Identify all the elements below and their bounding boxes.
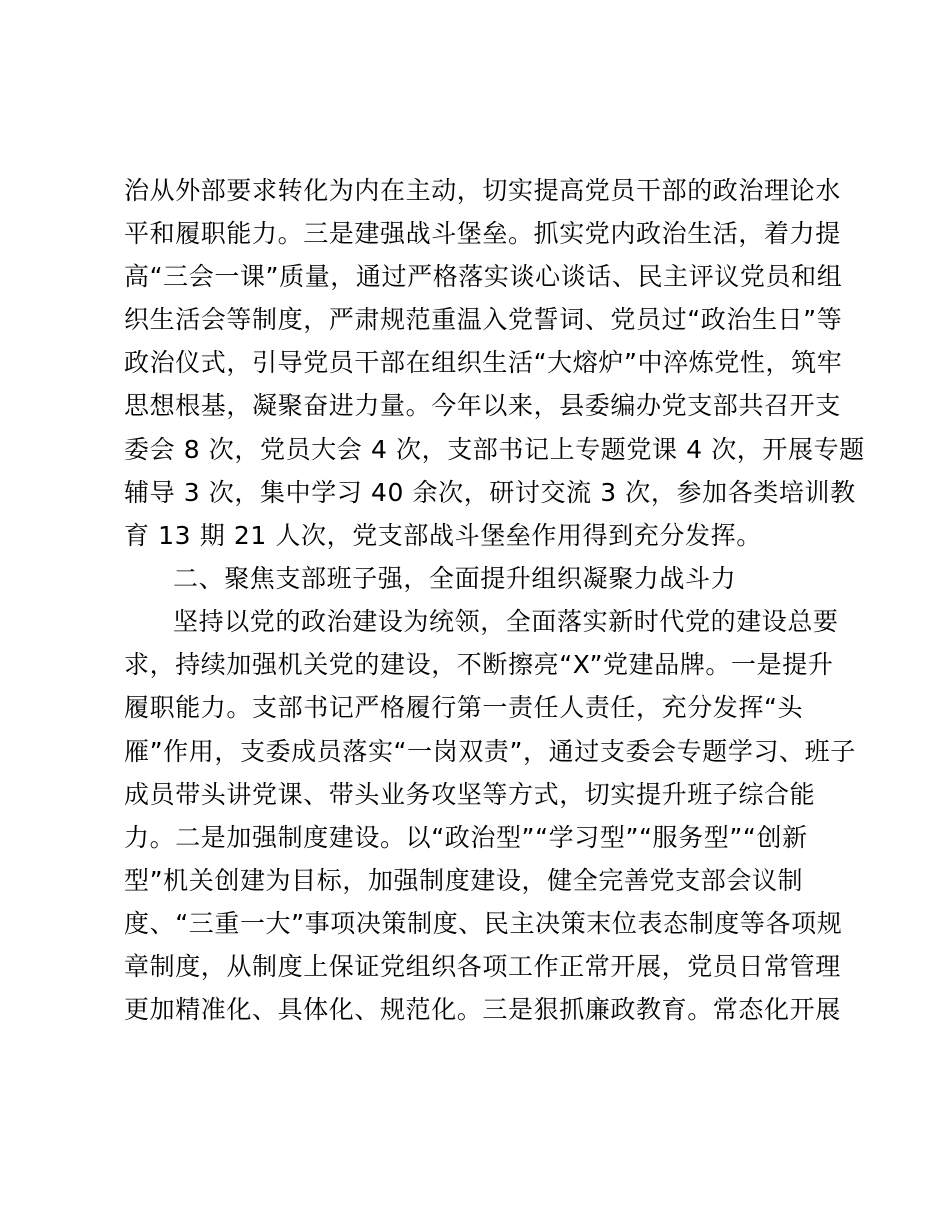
body-text-line: 平和履职能力。三是建强战斗堡垒。抓实党内政治生活，着力提 bbox=[124, 219, 841, 248]
body-text-line: 更加精准化、具体化、规范化。三是狠抓廉政教育。常态化开展 bbox=[124, 995, 841, 1024]
body-text-line: 治从外部要求转化为内在主动，切实提高党员干部的政治理论水 bbox=[124, 176, 841, 205]
body-text-line: 履职能力。支部书记严格履行第一责任人责任，充分发挥“头 bbox=[124, 693, 804, 722]
body-text-line: 度、“三重一大”事项决策制度、民主决策末位表态制度等各项规 bbox=[124, 909, 843, 938]
body-text-line: 章制度，从制度上保证党组织各项工作正常开展，党员日常管理 bbox=[124, 952, 841, 981]
body-text-line: 织生活会等制度，严肃规范重温入党誓词、党员过“政治生日”等 bbox=[124, 305, 843, 334]
body-text-line: 高“三会一课”质量，通过严格落实谈心谈话、民主评议党员和组 bbox=[124, 262, 843, 291]
paragraph-first-line: 坚持以党的政治建设为统领，全面落实新时代党的建设总要 bbox=[173, 607, 839, 636]
section-heading: 二、聚焦支部班子强，全面提升组织凝聚力战斗力 bbox=[173, 564, 737, 593]
body-text-line: 育 13 期 21 人次，党支部战斗堡垒作用得到充分发挥。 bbox=[124, 521, 762, 550]
body-text-line: 求，持续加强机关党的建设，不断擦亮“X”党建品牌。一是提升 bbox=[124, 650, 834, 679]
body-text-line: 型”机关创建为目标，加强制度建设，健全完善党支部会议制 bbox=[124, 866, 804, 895]
body-text-line: 雁”作用，支委成员落实“一岗双责”，通过支委会专题学习、班子 bbox=[124, 737, 856, 766]
body-text-line: 力。二是加强制度建设。以“政治型”“学习型”“服务型”“创新 bbox=[124, 823, 808, 852]
body-text-line: 思想根基，凝聚奋进力量。今年以来，县委编办党支部共召开支 bbox=[124, 391, 841, 420]
body-text-line: 成员带头讲党课、带头业务攻坚等方式，切实提升班子综合能 bbox=[124, 780, 816, 809]
body-text-line: 政治仪式，引导党员干部在组织生活“大熔炉”中淬炼党性，筑牢 bbox=[124, 348, 843, 377]
body-text-line: 辅导 3 次，集中学习 40 余次，研讨交流 3 次，参加各类培训教 bbox=[124, 478, 856, 507]
body-text-line: 委会 8 次，党员大会 4 次，支部书记上专题党课 4 次，开展专题 bbox=[124, 435, 865, 464]
